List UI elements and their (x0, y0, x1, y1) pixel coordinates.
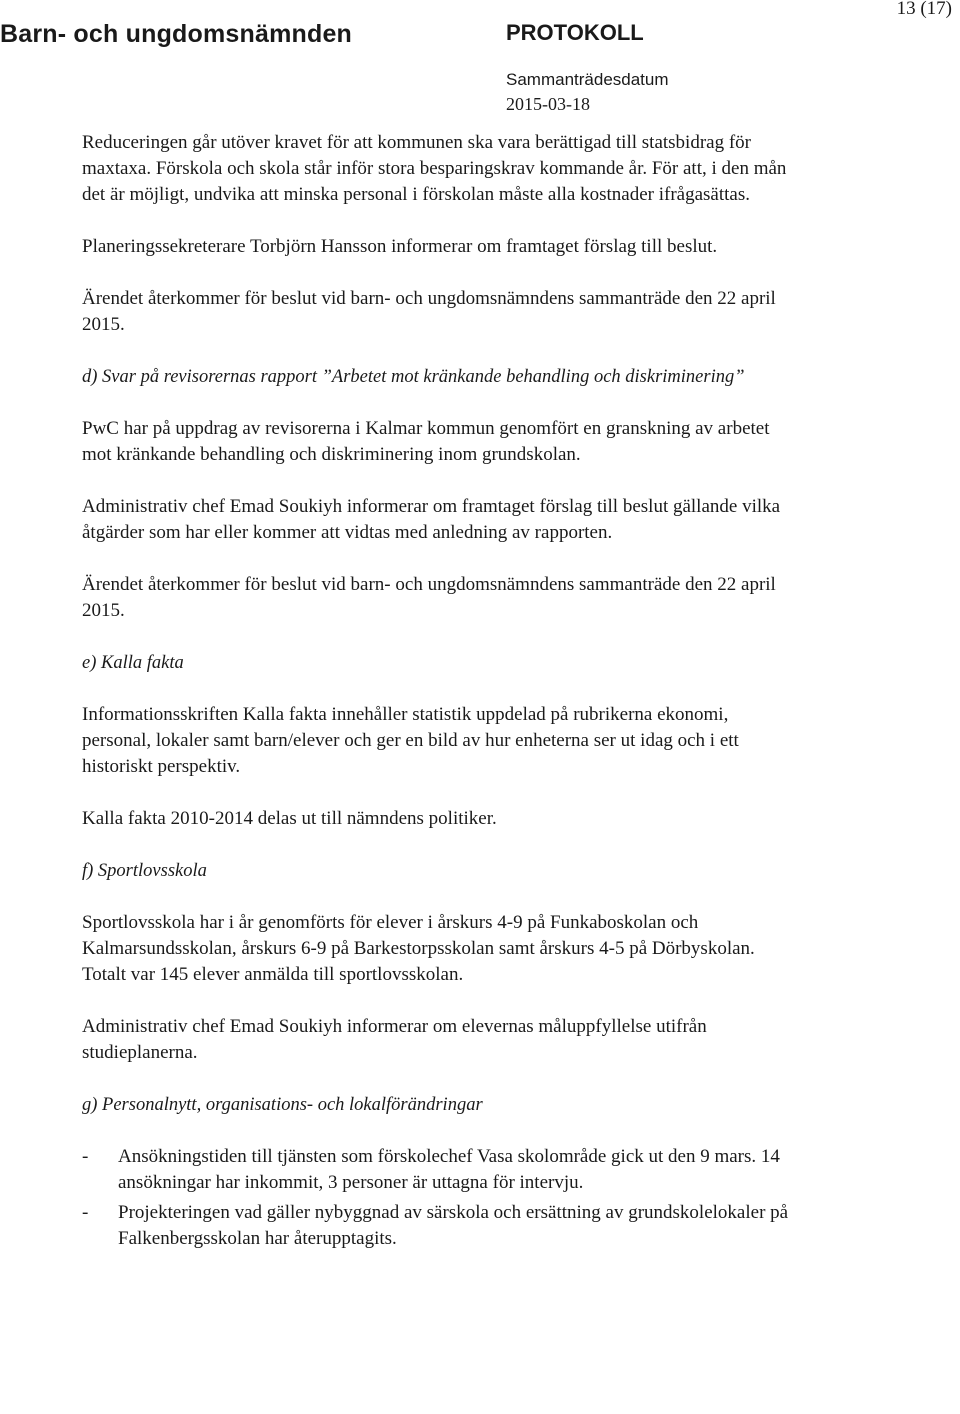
paragraph: Kalla fakta 2010-2014 delas ut till nämndens politiker. (82, 808, 497, 829)
paragraph: Informationsskriften Kalla fakta innehåller statistik uppdelad på rubrikerna ekonomi, personal, lokaler samt barn/elever och ger en bild av hur enheterna ser ut idag och i ett historiskt perspektiv. (82, 704, 739, 777)
paragraph: Planeringssekreterare Torbjörn Hansson informerar om framtaget förslag till beslut. (82, 236, 718, 257)
paragraph: Ärendet återkommer för beslut vid barn- och ungdomsnämndens sammanträde den 22 april 2015. (82, 288, 776, 335)
paragraph: Administrativ chef Emad Soukiyh informerar om framtaget förslag till beslut gällande vilka åtgärder som har eller kommer att vidtas med anledning av rapporten. (82, 496, 781, 543)
organization-title: Barn- och ungdomsnämnden (0, 20, 353, 48)
section-heading-g: g) Personalnytt, organisations- och lokalförändringar (82, 1095, 483, 1115)
list-dash: - (82, 1202, 89, 1223)
meeting-date-label: Sammanträdesdatum (506, 70, 669, 89)
meeting-date: 2015-03-18 (506, 94, 590, 114)
list-item-text: Ansökningstiden till tjänsten som förskolechef Vasa skolområde gick ut den 9 mars. 14 ansökningar har inkommit, 3 personer är uttagna för intervju. (118, 1146, 780, 1193)
paragraph: Administrativ chef Emad Soukiyh informerar om elevernas måluppfyllelse utifrån studieplanerna. (82, 1016, 707, 1063)
list-item (82, 1200, 794, 1252)
document-body (82, 130, 794, 1256)
paragraph: Sportlovsskola har i år genomförts för elever i årskurs 4-9 på Funkaboskolan och Kalmarsundsskolan, årskurs 6-9 på Barkestorpsskolan samt årskurs 4-5 på Dörbyskolan. Totalt var 145 elever anmälda till sportlovsskolan. (82, 912, 755, 985)
section-heading-e: e) Kalla fakta (82, 653, 184, 673)
section-heading-f: f) Sportlovsskola (82, 861, 207, 881)
page-header (0, 0, 960, 120)
personnel-news-list (82, 1144, 794, 1252)
section-heading-d: d) Svar på revisorernas rapport ”Arbetet mot kränkande behandling och diskriminering” (82, 367, 745, 387)
list-item (82, 1144, 794, 1196)
paragraph: Ärendet återkommer för beslut vid barn- och ungdomsnämndens sammanträde den 22 april 2015. (82, 574, 776, 621)
paragraph: Reduceringen går utöver kravet för att kommunen ska vara berättigad till statsbidrag för maxtaxa. Förskola och skola står inför stora besparingskrav kommande år. För att, i den mån det är möjligt, undvika att minska personal i förskolan måste alla kostnader ifrågasättas. (82, 132, 787, 205)
paragraph: PwC har på uppdrag av revisorerna i Kalmar kommun genomfört en granskning av arbetet mot kränkande behandling och diskriminering inom grundskolan. (82, 418, 770, 465)
document-type: PROTOKOLL (506, 20, 644, 45)
list-item-text: Projekteringen vad gäller nybyggnad av särskola och ersättning av grundskolelokaler på Falkenbergsskolan har återupptagits. (118, 1202, 789, 1249)
page-number: 13 (17) (896, 0, 952, 19)
list-dash: - (82, 1146, 89, 1167)
